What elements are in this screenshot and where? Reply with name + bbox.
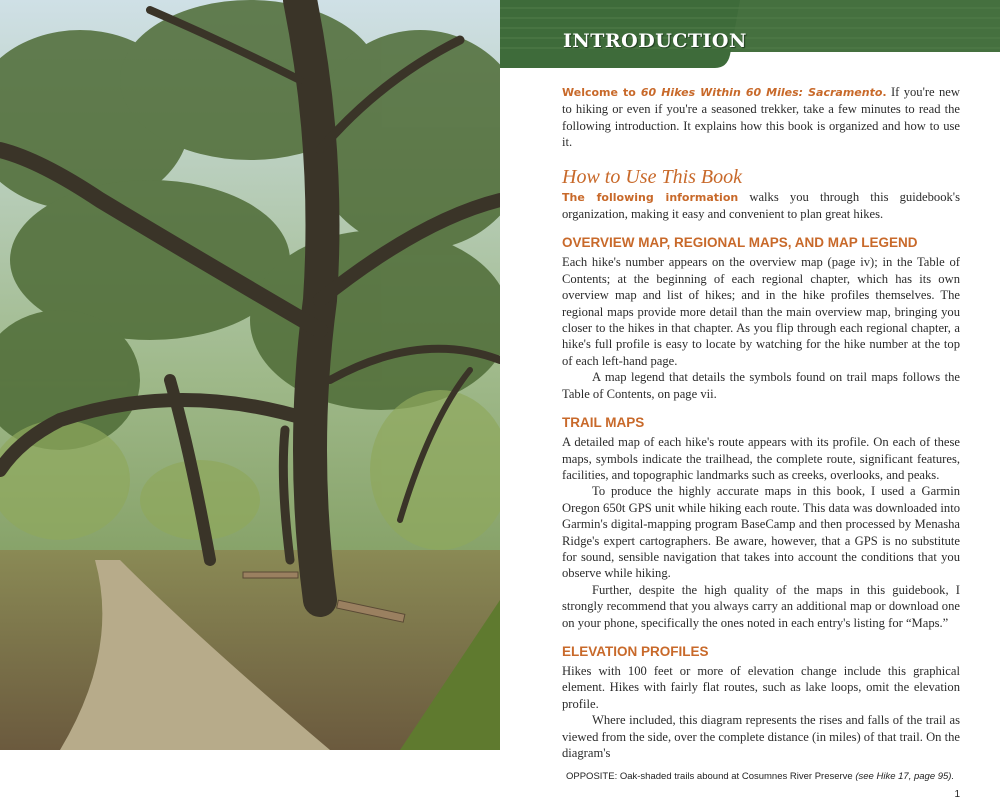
intro-lead: Welcome to 60 Hikes Within 60 Miles: Sacramento. [562, 86, 887, 99]
paragraph: Where included, this diagram represents the rises and falls of the trail as viewed from the side, over the complete distance (in miles) of that trail. On the diagram's [562, 713, 960, 760]
section-heading-how-to-use: How to Use This Book [562, 165, 742, 188]
photo-caption: OPPOSITE: Oak-shaded trails abound at Cosumnes River Preserve (see Hike 17, page 95). [566, 771, 955, 783]
photo-oak-trail [0, 0, 500, 750]
paragraph: Hikes with 100 feet or more of elevation change include this graphical element. Hikes with fairly flat routes, such as lake loops, omit the elevation profile. [562, 663, 960, 711]
paragraph: A detailed map of each hike's route appears with its profile. On each of these maps, symbols indicate the trailhead, the complete route, significant features, facilities, and topographic landmarks such as creeks, overlooks, and peaks. [562, 435, 960, 482]
paragraph: Each hike's number appears on the overview map (page iv); in the Table of Contents; at the beginning of each regional chapter, which has its own overview map and list of hikes; and in the hike profiles themselves. The regional maps provide more detail than the main overview map, bringing you closer to the hikes in that chapter. As you flip through each regional chapter, a hike's full profile is easy to locate by watching for the hike number at the top of each left-hand page. [562, 255, 960, 368]
trail-maps-body [562, 434, 960, 631]
how-to-paragraph: The following information walks you through this guidebook's organization, making it easy and convenient to plan great hikes. [562, 189, 960, 222]
heading-overview-maps: OVERVIEW MAP, REGIONAL MAPS, AND MAP LEGEND [562, 235, 918, 251]
chapter-title: INTRODUCTION [563, 30, 747, 52]
overview-maps-body [562, 254, 960, 402]
paragraph: A map legend that details the symbols found on trail maps follows the Table of Contents, on page vii. [562, 370, 960, 401]
paragraph: Further, despite the high quality of the maps in this guidebook, I strongly recommend that you always carry an additional map or download one on your phone, specifically the ones noted in each entry's listing for “Maps.” [562, 582, 960, 630]
intro-paragraph: Welcome to 60 Hikes Within 60 Miles: Sacramento. If you're new to hiking or even if you're a seasoned trekker, take a few minutes to read the following introduction. It explains how this book is organized and how to use it. [562, 85, 960, 150]
text-column [562, 84, 960, 801]
heading-trail-maps: TRAIL MAPS [562, 415, 645, 431]
page-number: 1 [954, 789, 960, 801]
heading-elevation-profiles: ELEVATION PROFILES [562, 643, 709, 659]
elevation-profiles-body [562, 663, 960, 761]
paragraph: To produce the highly accurate maps in this book, I used a Garmin Oregon 650t GPS unit while hiking each route. This data was downloaded into Garmin's digital-mapping program BaseCamp and then processed by Menasha Ridge's expert cartographers. Be aware, however, that a GPS is no substitute for sound, sensible navigation that takes into account the conditions that you observe while hiking. [562, 484, 960, 581]
